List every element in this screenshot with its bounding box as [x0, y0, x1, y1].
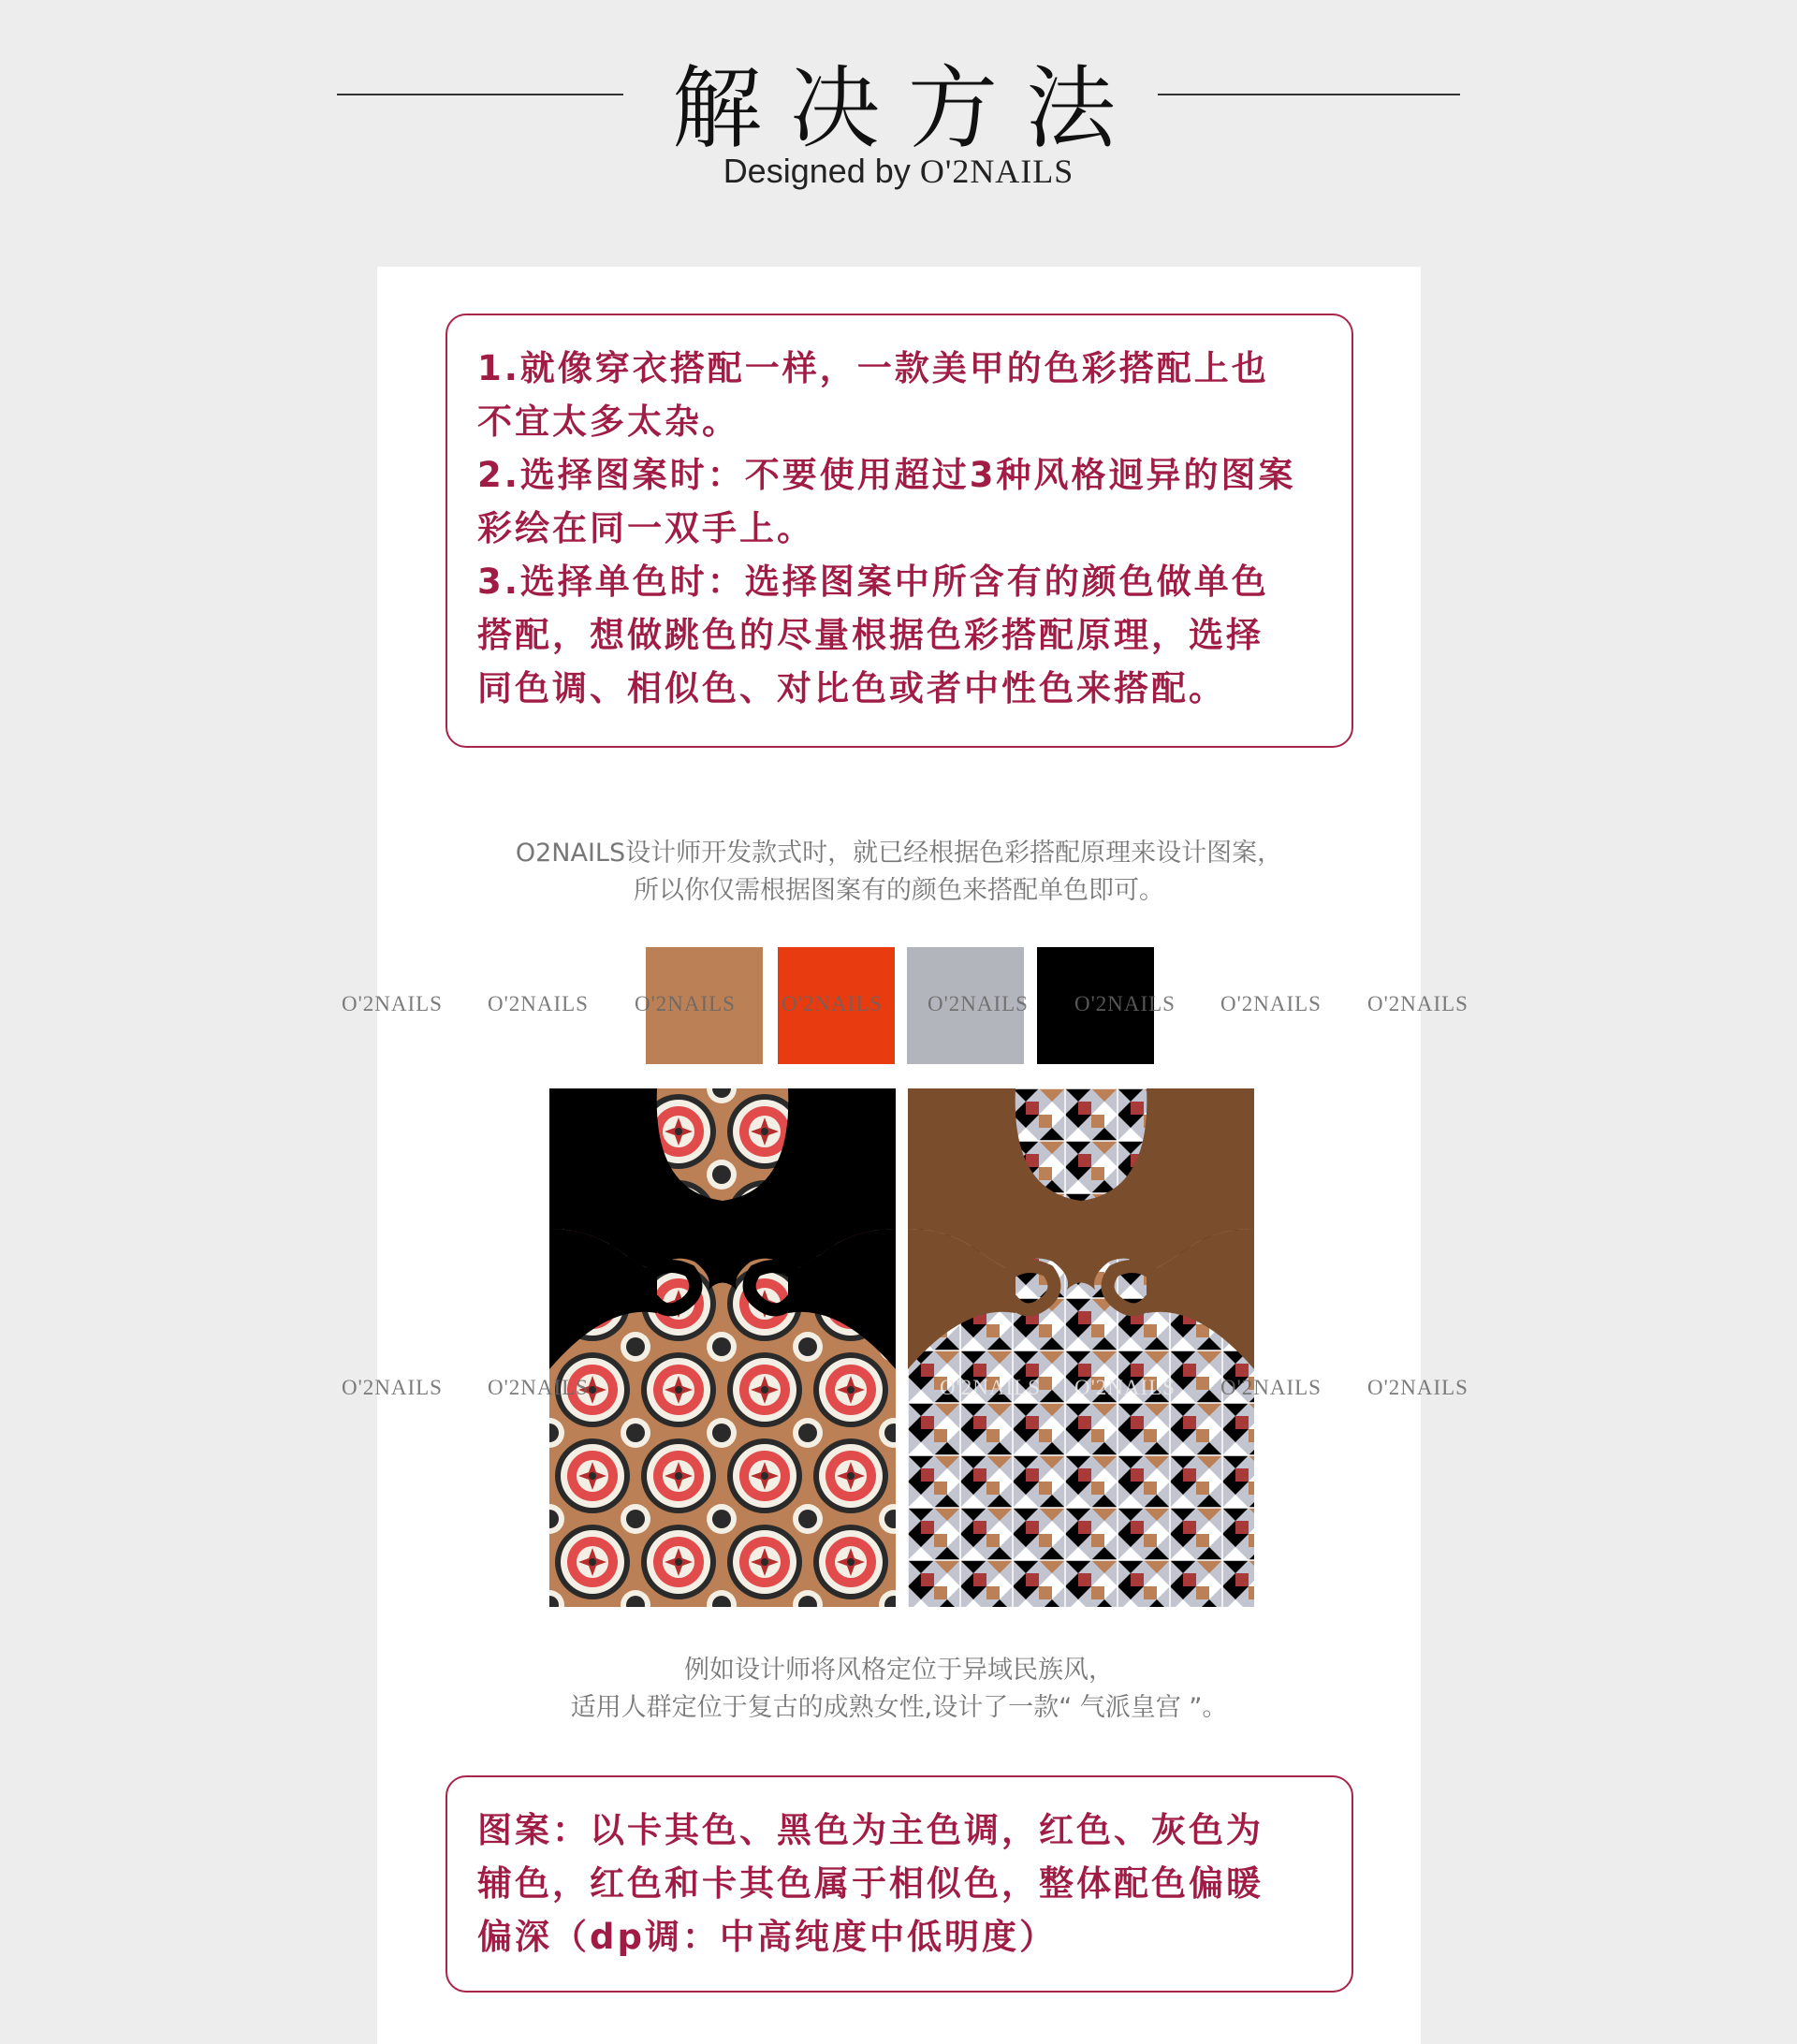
tips-line: 彩绘在同一双手上。 [477, 508, 814, 548]
caption-line: 例如设计师将风格定位于异域民族风， [684, 1656, 1114, 1685]
analysis-line: 偏深（dp调：中高纯度中低明度） [477, 1917, 1057, 1957]
caption-line: 适用人群定位于复古的成熟女性,设计了一款“ 气派皇宫 ”。 [570, 1693, 1228, 1722]
watermark: O'2NAILS [635, 992, 736, 1015]
watermark: O'2NAILS [488, 992, 589, 1015]
watermark: O'2NAILS [1367, 992, 1468, 1015]
caption-line: 所以你仅需根据图案有的颜色来搭配单色即可。 [634, 876, 1164, 905]
watermark: O'2NAILS [782, 992, 883, 1015]
nail-art-geometric [908, 1088, 1254, 1607]
page-subtitle [0, 152, 1797, 191]
watermark: O'2NAILS [1220, 1376, 1322, 1399]
watermark: O'2NAILS [1220, 992, 1322, 1015]
subtitle-brand: O'2NAILS [919, 153, 1074, 190]
tips-line: 不宜太多太杂。 [477, 402, 739, 442]
caption-line: O2NAILS设计师开发款式时，就已经根据色彩搭配原理来设计图案， [515, 839, 1283, 868]
watermark: O'2NAILS [488, 1376, 589, 1399]
tips-line: 同色调、相似色、对比色或者中性色来搭配。 [477, 668, 1226, 708]
watermark: O'2NAILS [342, 1376, 443, 1399]
watermark: O'2NAILS [940, 1376, 1041, 1399]
watermark: O'2NAILS [928, 992, 1029, 1015]
design-example-caption [377, 1652, 1421, 1727]
watermark: O'2NAILS [1074, 992, 1176, 1015]
tips-line: 1.就像穿衣搭配一样，一款美甲的色彩搭配上也 [477, 348, 1269, 388]
watermark: O'2NAILS [1367, 1376, 1468, 1399]
tips-line: 2.选择图案时：不要使用超过3种风格迥异的图案 [477, 455, 1296, 495]
watermark: O'2NAILS [342, 992, 443, 1015]
analysis-line: 辅色，红色和卡其色属于相似色，整体配色偏暖 [477, 1863, 1264, 1904]
designer-note-caption [377, 835, 1421, 910]
tips-line: 3.选择单色时：选择图案中所含有的颜色做单色 [477, 562, 1269, 602]
nail-art-medallion [549, 1088, 896, 1607]
analysis-line: 图案：以卡其色、黑色为主色调，红色、灰色为 [477, 1810, 1264, 1850]
tips-line: 搭配，想做跳色的尽量根据色彩搭配原理，选择 [477, 615, 1264, 655]
page-title: 解决方法 [672, 56, 1144, 161]
watermark: O'2NAILS [1074, 1376, 1176, 1399]
subtitle-prefix: Designed by [723, 152, 920, 190]
tips-box [446, 314, 1353, 748]
pattern-analysis-box [446, 1775, 1353, 1993]
